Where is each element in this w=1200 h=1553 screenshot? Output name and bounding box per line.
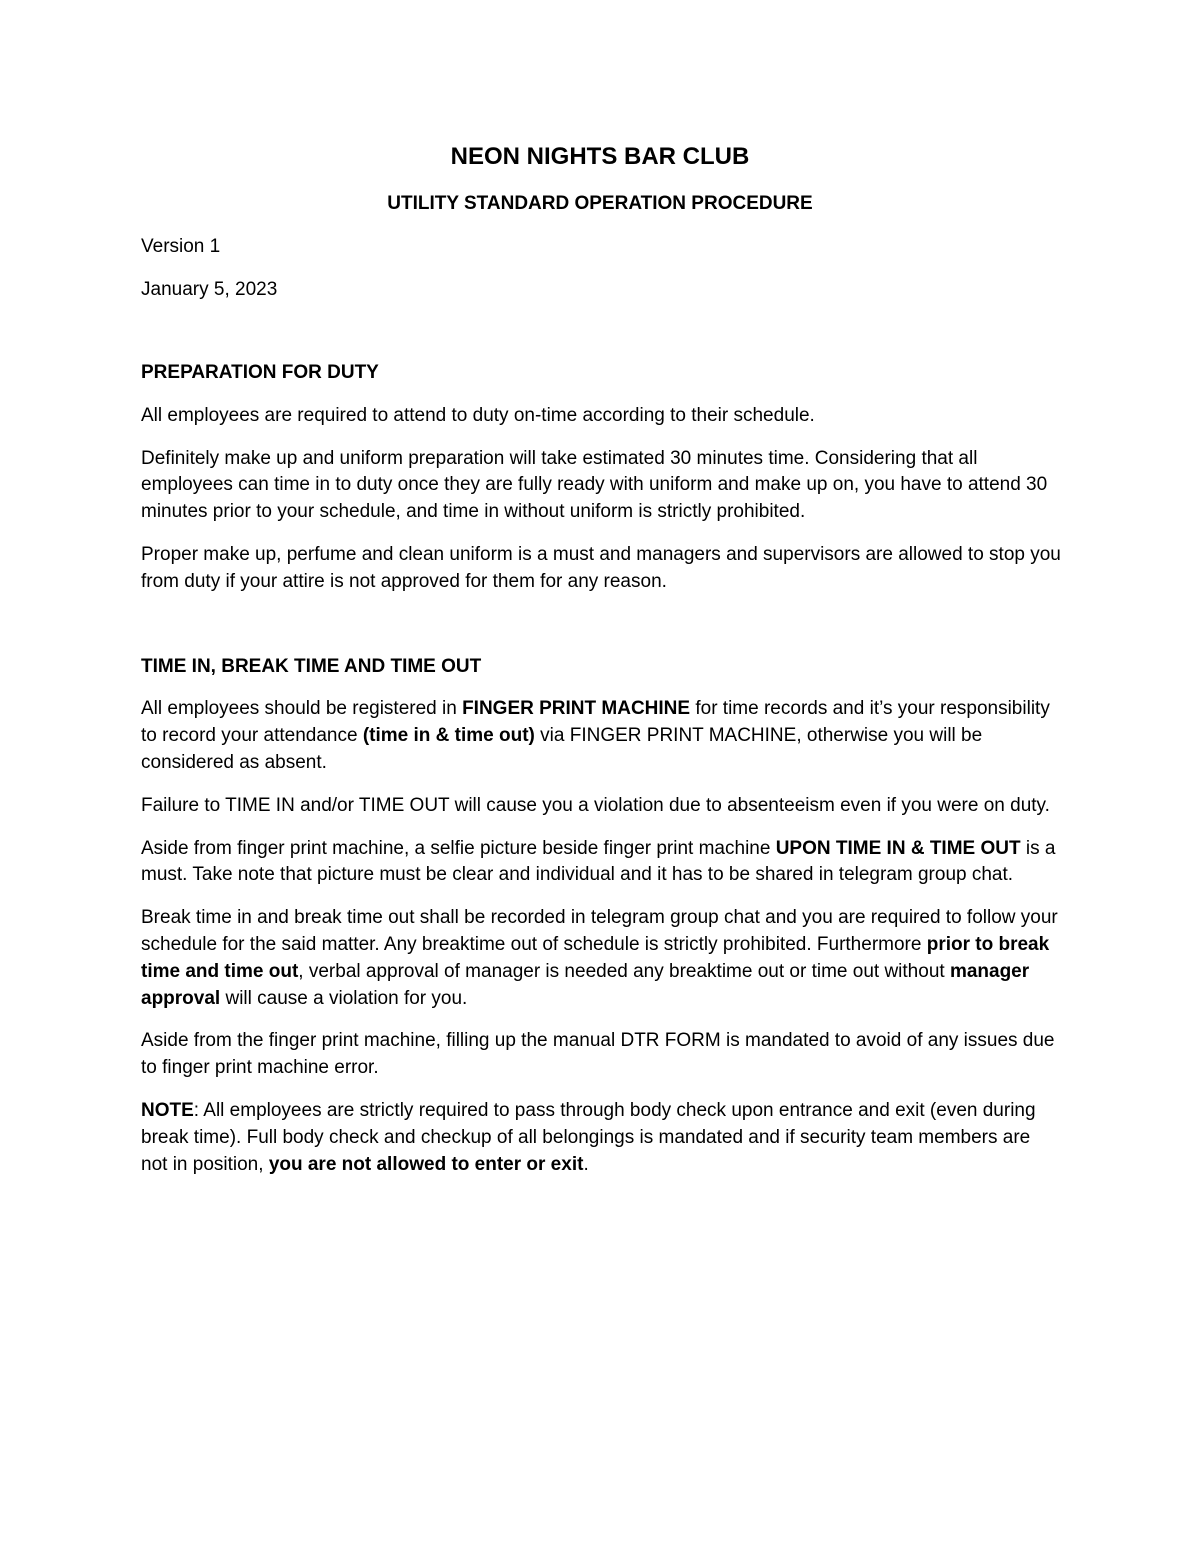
- section-heading-preparation: PREPARATION FOR DUTY: [141, 362, 379, 383]
- emphasis-text: UPON TIME IN & TIME OUT: [775, 837, 1021, 859]
- paragraph-text: Aside from the finger print machine, filling up the manual DTR FORM is mandated to avoid of any issues due to finger print machine error.: [141, 1030, 1055, 1079]
- document-body: [141, 360, 1061, 1194]
- paragraph-text: : All employees are strictly required to pass through body check upon entrance and exit (even during break time). Full body check and checkup of all belongings is mandated and if security team members are not in position,: [141, 1099, 1036, 1175]
- paragraph-text: , verbal approval of manager is needed any breaktime out or time out without: [298, 960, 950, 982]
- paragraph-text: for time records and it’s your responsibility to record your attendance: [141, 698, 1050, 747]
- paragraph-text: Break time in and break time out shall be recorded in telegram group chat and you are required to follow your schedule for the said matter. Any breaktime out of schedule is strictly prohibited. Furthermore: [141, 907, 1058, 955]
- paragraph-text: is a must. Take note that picture must be clear and individual and it has to be shared in telegram group chat.: [141, 837, 1056, 886]
- paragraph: [141, 696, 1061, 776]
- paragraph: [141, 905, 1061, 1012]
- paragraph: [141, 542, 1061, 596]
- paragraph-text: All employees are required to attend to duty on-time according to their schedule.: [141, 404, 815, 426]
- paragraph: [141, 1028, 1061, 1082]
- paragraph-text: .: [583, 1153, 589, 1175]
- note-label: NOTE: [141, 1099, 194, 1121]
- document-date: January 5, 2023: [141, 279, 278, 300]
- paragraph: [141, 403, 1061, 430]
- emphasis-text: manager approval: [141, 960, 1030, 1009]
- paragraph: [141, 446, 1061, 526]
- document-version: Version 1: [141, 236, 221, 257]
- emphasis-text: (time in & time out): [362, 725, 535, 747]
- paragraph-text: Proper make up, perfume and clean uniform is a must and managers and supervisors are allowed to stop you from duty if your attire is not approved for them for any reason.: [141, 543, 1061, 592]
- emphasis-text: prior to break time and time out: [141, 933, 1050, 982]
- document-title: NEON NIGHTS BAR CLUB: [450, 143, 750, 170]
- note-paragraph: [141, 1098, 1061, 1178]
- emphasis-text: you are not allowed to enter or exit: [268, 1153, 584, 1175]
- paragraph: [141, 836, 1061, 890]
- paragraph-text: Definitely make up and uniform preparation will take estimated 30 minutes time. Considering that all employees can time in to duty once they are fully ready with uniform and make up on, you have to attend 30 minutes prior to your schedule, and time in without uniform is strictly prohibited.: [141, 447, 1048, 523]
- emphasis-text: FINGER PRINT MACHINE: [462, 698, 691, 720]
- paragraph-text: All employees should be registered in: [141, 698, 463, 720]
- paragraph-text: Failure to TIME IN and/or TIME OUT will cause you a violation due to absenteeism even if you were on duty.: [141, 794, 1050, 816]
- paragraph-text: via FINGER PRINT MACHINE, otherwise you will be considered as absent.: [141, 725, 983, 773]
- document-subtitle: UTILITY STANDARD OPERATION PROCEDURE: [387, 193, 813, 214]
- section-heading-time-in: TIME IN, BREAK TIME AND TIME OUT: [141, 655, 482, 677]
- section-spacer: [141, 612, 1061, 654]
- paragraph: [141, 793, 1061, 820]
- paragraph-text: will cause a violation for you.: [220, 987, 468, 1009]
- paragraph-text: Aside from finger print machine, a selfie picture beside finger print machine: [141, 837, 776, 859]
